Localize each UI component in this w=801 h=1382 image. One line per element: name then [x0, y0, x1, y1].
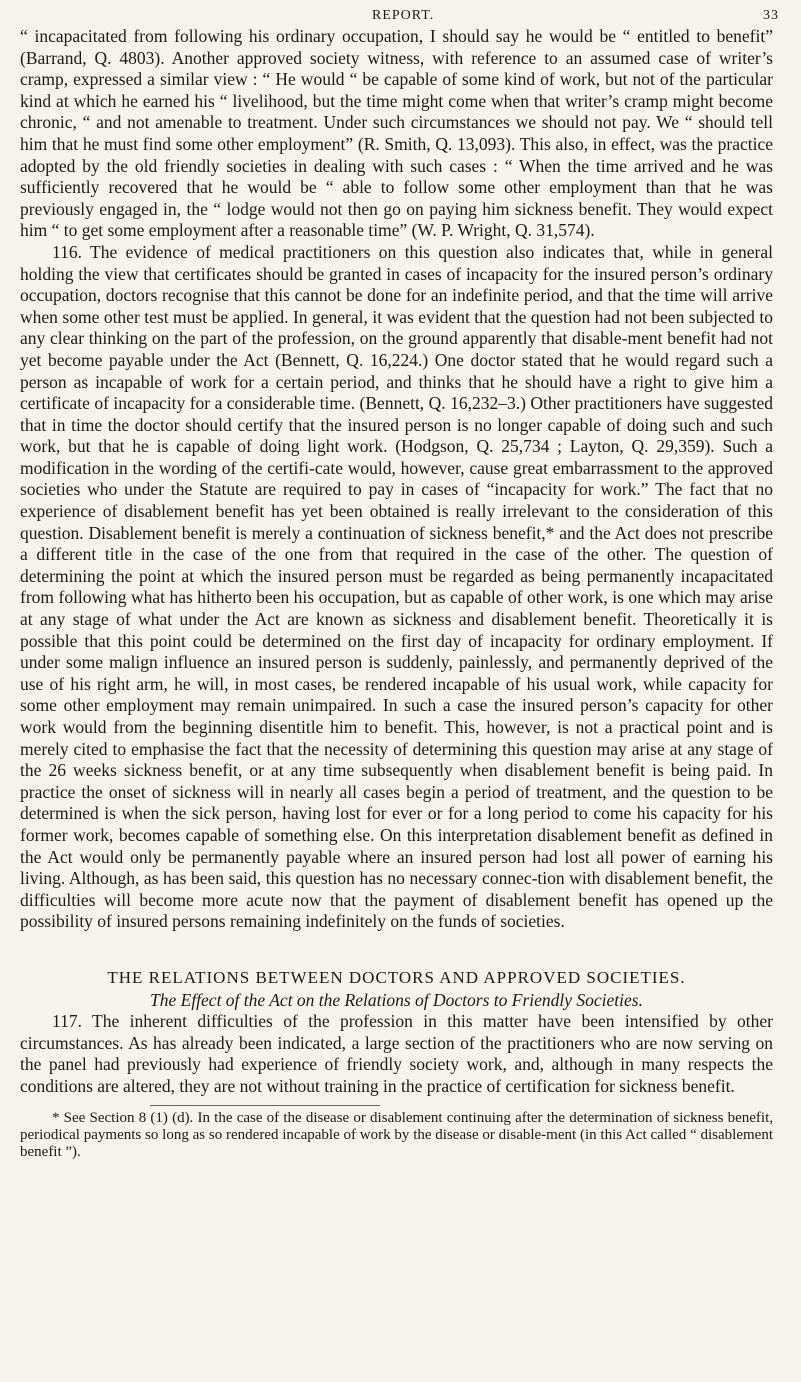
paragraph-116: 116. The evidence of medical practitioners on this question also indicates that, while in general holding the view that certificates should be granted in cases of incapacity for the insured person’s ordinary occupation, doctors recognise that this cannot be done for an indefinite period, and that the time will arrive when some other test must be applied. In general, it was evident that the question had not been subjected to any clear thinking on the part of the profession, on the ground apparently that disable-ment benefit had not yet become payable under the Act (Bennett, Q. 16,224.) One doctor stated that he would regard such a person as incapable of work for a certain period, and thinks that he should have a right to give him a certificate of incapacity for a considerable time. (Bennett, Q. 16,232–3.) Other practitioners have suggested that in time the doctor should certify that the insured person is no longer capable of doing such and such work, but that he is capable of doing light work. (Hodgson, Q. 25,734 ; Layton, Q. 29,359). Such a modification in the wording of the certifi-cate would, however, cause great embarrassment to the approved societies who under the Statute are required to pay in cases of “incapacity for work.” The fact that no experience of disablement benefit has yet been obtained is really irrelevant to the consideration of this question. Disablement benefit is merely a continuation of sickness benefit,* and the Act does not prescribe a different title in the case of the one from that required in the case of the other. The question of determining the point at which the insured person must be regarded as being permanently incapacitated from following what has hitherto been his occupation, but as capable of other work, is one which may arise at any stage of what under the Act are known as sickness and disablement benefit. Theoretically it is possible that this point could be determined on the first day of incapacity for ordinary employment. If under some malign influence an insured person is suddenly, painlessly, and permanently deprived of the use of his right arm, he will, in most cases, be rendered incapable of his usual work, while capacity for some other employment may remain unimpaired. In such a case the insured person’s capacity for other work would from the beginning disentitle him to benefit. This, however, is not a practical point and is merely cited to emphasise the fact that the necessity of determining this question may arise at any stage of the 26 weeks sickness benefit, or at any time subsequently when disablement benefit is being paid. In practice the onset of sickness will in nearly all cases begin a period of treatment, and the question to be determined is when the sick person, having lost for ever or for a long period to come his capacity for his former work, becomes capable of something else. On this interpretation disablement benefit as defined in the Act would only be permanently payable where an insured person had lost all power of earning his living. Although, as has been said, this question has no necessary connec-tion with disablement benefit, the difficulties will become more acute now that the payment of disablement benefit has opened up the possibility of insured persons remaining indefinitely on the funds of societies.	[20, 241, 773, 932]
footnote-rule	[150, 1105, 380, 1106]
section-subheading: The Effect of the Act on the Relations of Doctors to Friendly Societies.	[150, 989, 643, 1010]
running-head-title: REPORT.	[372, 8, 435, 23]
running-head	[0, 6, 801, 26]
document-body	[20, 26, 773, 1161]
footnote-text: * See Section 8 (1) (d). In the case of the disease or disablement continuing after the determination of sickness benefit, periodical payments so long as so rendered incapable of work by the disease or disable-ment (in this Act called “ disablement benefit ”).	[20, 1110, 773, 1161]
paragraph-117: 117. The inherent difficulties of the profession in this matter have been intensified by other circumstances. As has already been indicated, a large section of the practitioners who are now serving on the panel had previously had experience of friendly society work, and, although in many respects the conditions are altered, they are not without training in the practice of certification for sickness benefit.	[20, 1010, 773, 1096]
paragraph-quote-continuation: “ incapacitated from following his ordinary occupation, I should say he would be “ entitled to benefit” (Barrand, Q. 4803). Another approved society witness, with reference to an assumed case of writer’s cramp, expressed a similar view : “ He would “ be capable of some kind of work, but not of the particular kind at which he earned his “ livelihood, but the time might come when that writer’s cramp might become chronic, “ and not amenable to treatment. Under such circumstances we should not pay. We “ should tell him that he must find some other employment” (R. Smith, Q. 13,093). This also, in effect, was the practice adopted by the old friendly societies in dealing with such cases : “ When the time arrived and he was sufficiently recovered that he would be “ able to follow some other employment than that he was previously engaged in, the “ lodge would not then go on paying him sickness benefit. They would expect him “ to get some employment after a reasonable time” (W. P. Wright, Q. 31,574).	[20, 26, 773, 241]
footnote	[20, 1110, 773, 1161]
page-number: 33	[763, 8, 779, 23]
section-heading: THE RELATIONS BETWEEN DOCTORS AND APPROVED SOCIETIES.	[107, 967, 686, 987]
